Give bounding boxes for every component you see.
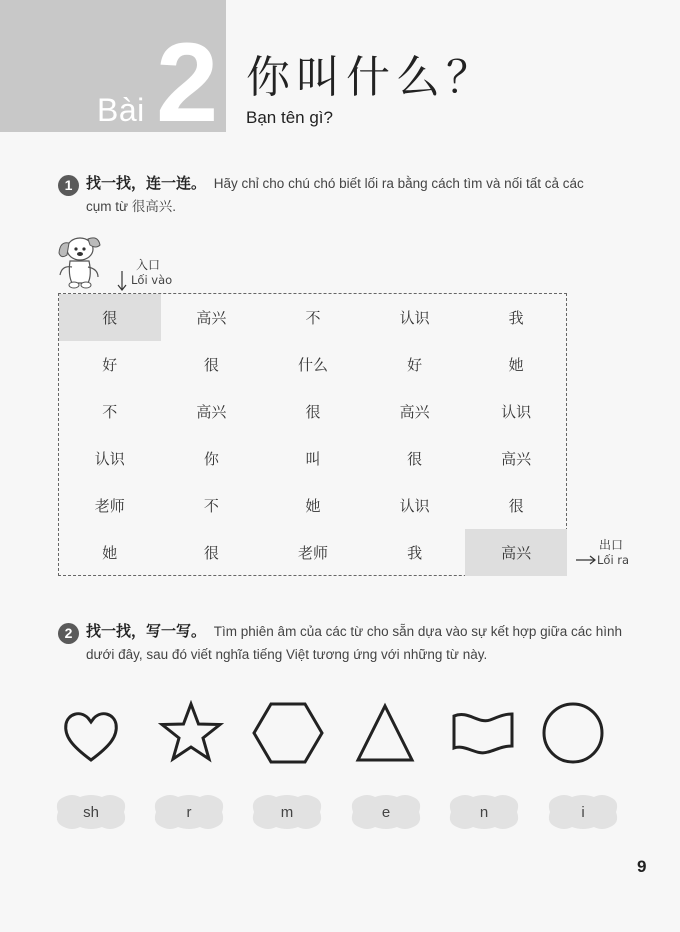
pinyin-badge [152,793,226,831]
maze-cell[interactable]: 认识 [399,309,430,327]
pinyin-text: r [186,803,192,821]
circle-icon [540,700,606,766]
exercise-2-instruction [86,620,656,666]
maze-cell[interactable]: 我 [508,309,524,327]
entry-label-vietnamese: Lối vào [131,273,173,287]
maze-cell[interactable]: 高兴 [399,403,430,421]
maze-cell[interactable]: 我 [407,544,423,562]
maze-cell[interactable]: 认识 [94,450,125,468]
lesson-title-vietnamese: Bạn tên gì? [246,108,333,127]
maze-cell[interactable]: 好 [407,356,423,374]
maze-cell[interactable]: 你 [203,450,219,468]
star-icon [158,700,224,766]
maze-cell[interactable]: 很 [203,544,219,562]
maze-cell[interactable]: 高兴 [465,529,567,576]
entry-arrow-icon [116,270,128,292]
pinyin-text: m [280,803,294,821]
maze-cell[interactable]: 叫 [305,450,321,468]
exercise-1-text-line2: cụm từ 很高兴. [86,199,177,214]
flag-icon [450,702,516,768]
exercise-2-text-line2: dưới đây, sau đó viết nghĩa tiếng Việt tương ứng với những từ này. [86,647,488,662]
maze-cell[interactable]: 高兴 [196,309,227,327]
maze-cell[interactable]: 她 [508,356,524,374]
exit-label-vietnamese: Lối ra [597,553,630,567]
lesson-number: 2 [156,20,219,145]
hexagon-icon [250,700,326,766]
pinyin-badge [250,793,324,831]
maze-cell[interactable]: 很 [407,450,423,468]
maze-cell[interactable]: 很 [508,497,524,515]
maze-cell[interactable]: 高兴 [196,403,227,421]
maze-cell[interactable]: 很 [59,294,161,341]
exit-arrow-icon [575,554,597,566]
page-number: 9 [637,857,647,876]
maze-cell[interactable]: 她 [102,544,118,562]
exit-label-chinese: 出口 [599,538,624,552]
pinyin-text: sh [83,803,99,821]
word-maze-grid [58,293,567,576]
exercise-2-title: 找一找，写一写。 [86,623,207,640]
pinyin-badge [546,793,620,831]
exercise-1-title: 找一找，连一连。 [86,175,207,192]
maze-cell[interactable]: 不 [102,403,118,421]
pinyin-text: e [381,803,391,821]
pinyin-badge [447,793,521,831]
maze-cell[interactable]: 什么 [297,356,328,374]
pinyin-badge [349,793,423,831]
pinyin-text: n [479,803,489,821]
exercise-1-instruction [86,172,646,218]
maze-cell[interactable]: 老师 [94,497,125,515]
maze-cell[interactable]: 不 [305,309,321,327]
lesson-word: Bài [97,92,145,128]
exercise-1-badge: 1 [58,175,79,196]
maze-cell[interactable]: 她 [305,497,321,515]
maze-cell[interactable]: 认识 [501,403,532,421]
exercise-2-text-line1: Tìm phiên âm của các từ cho sẵn dựa vào sự kết hợp giữa các hình [213,624,622,639]
entry-label-chinese: 入口 [136,258,161,272]
maze-cell[interactable]: 很 [203,356,219,374]
triangle-icon [352,700,418,766]
dog-illustration [52,235,110,293]
maze-cell[interactable]: 好 [102,356,118,374]
maze-cell[interactable]: 不 [203,497,219,515]
maze-cell[interactable]: 认识 [399,497,430,515]
pinyin-badge [54,793,128,831]
maze-cell[interactable]: 高兴 [501,450,532,468]
heart-icon [58,702,124,768]
lesson-title-chinese: 你叫什么？ [246,52,496,103]
lesson-header-block [0,0,226,145]
pinyin-text: i [581,803,585,821]
maze-cell[interactable]: 很 [305,403,321,421]
exercise-1-text-line1: Hãy chỉ cho chú chó biết lối ra bằng cách tìm và nối tất cả các [213,176,584,191]
exercise-2-badge: 2 [58,623,79,644]
maze-cell[interactable]: 老师 [297,544,328,562]
